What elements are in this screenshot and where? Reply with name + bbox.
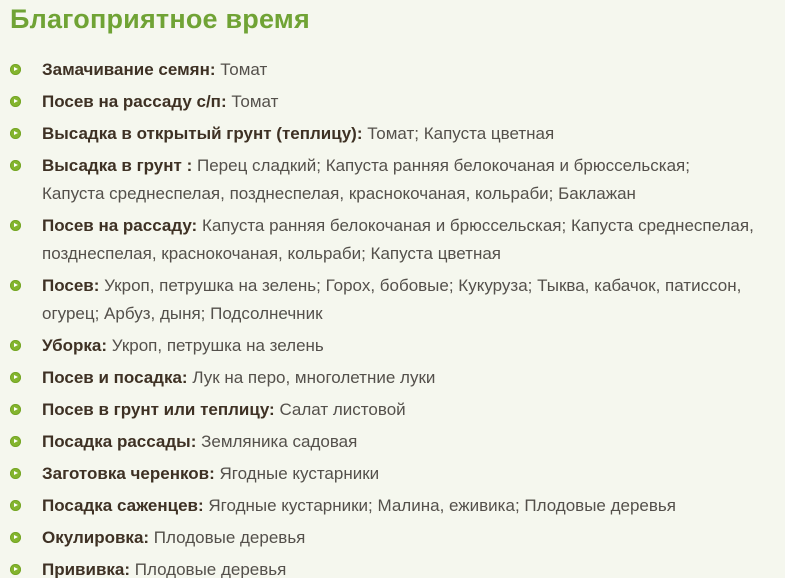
list-item — [10, 492, 757, 520]
item-value: Укроп, петрушка на зелень; Горох, бобовые; Кукуруза; Тыква, кабачок, патиссон, огурец; Арбуз, дыня; Подсолнечник — [42, 276, 742, 323]
item-label: Окулировка: — [42, 528, 150, 547]
favorable-activities-list — [0, 56, 797, 578]
play-triangle-icon — [14, 503, 18, 507]
play-triangle-icon — [14, 567, 18, 571]
list-item — [10, 556, 757, 578]
bullet-icon — [10, 96, 21, 107]
item-label: Посев на рассаду с/п: — [42, 92, 227, 111]
item-value: Салат листовой — [279, 400, 406, 419]
item-value: Капуста ранняя белокочаная и брюссельская; Капуста среднеспелая, позднеспелая, краснокочаная, кольраби; Капуста цветная — [42, 216, 754, 263]
item-value: Ягодные кустарники — [219, 464, 380, 483]
list-item — [10, 460, 757, 488]
play-triangle-icon — [14, 471, 18, 475]
play-triangle-icon — [14, 375, 18, 379]
bullet-icon — [10, 160, 21, 171]
bullet-icon — [10, 128, 21, 139]
item-label: Замачивание семян: — [42, 60, 216, 79]
item-label: Посев: — [42, 276, 100, 295]
item-label: Посев и посадка: — [42, 368, 188, 387]
play-triangle-icon — [14, 283, 18, 287]
item-label: Посадка саженцев: — [42, 496, 204, 515]
list-item — [10, 152, 757, 208]
bullet-icon — [10, 220, 21, 231]
list-item — [10, 272, 757, 328]
item-label: Заготовка черенков: — [42, 464, 215, 483]
list-item — [10, 56, 757, 84]
list-item — [10, 524, 757, 552]
item-value: Земляника садовая — [201, 432, 358, 451]
bullet-icon — [10, 404, 21, 415]
item-label: Посадка рассады: — [42, 432, 197, 451]
item-label: Прививка: — [42, 560, 131, 578]
item-value: Плодовые деревья — [134, 560, 287, 578]
list-item — [10, 88, 757, 116]
play-triangle-icon — [14, 163, 18, 167]
item-value: Ягодные кустарники; Малина, еживика; Плодовые деревья — [208, 496, 676, 515]
item-value: Томат — [220, 60, 268, 79]
play-triangle-icon — [14, 67, 18, 71]
list-item — [10, 428, 757, 456]
play-triangle-icon — [14, 99, 18, 103]
play-triangle-icon — [14, 535, 18, 539]
bullet-icon — [10, 64, 21, 75]
page-title: Благоприятное время — [10, 4, 310, 34]
bullet-icon — [10, 280, 21, 291]
bullet-icon — [10, 436, 21, 447]
bullet-icon — [10, 372, 21, 383]
list-item — [10, 396, 757, 424]
bullet-icon — [10, 340, 21, 351]
play-triangle-icon — [14, 439, 18, 443]
play-triangle-icon — [14, 407, 18, 411]
bullet-icon — [10, 500, 21, 511]
item-value: Укроп, петрушка на зелень — [111, 336, 324, 355]
play-triangle-icon — [14, 223, 18, 227]
play-triangle-icon — [14, 131, 18, 135]
bullet-icon — [10, 468, 21, 479]
item-label: Уборка: — [42, 336, 108, 355]
bullet-icon — [10, 532, 21, 543]
bullet-icon — [10, 564, 21, 575]
item-value: Томат — [231, 92, 279, 111]
list-item — [10, 212, 757, 268]
item-value: Лук на перо, многолетние луки — [192, 368, 436, 387]
play-triangle-icon — [14, 343, 18, 347]
right-edge-strip — [785, 0, 797, 578]
list-item — [10, 364, 757, 392]
list-item — [10, 120, 757, 148]
list-item — [10, 332, 757, 360]
item-value: Томат; Капуста цветная — [367, 124, 555, 143]
item-label: Посев в грунт или теплицу: — [42, 400, 275, 419]
item-value: Плодовые деревья — [153, 528, 306, 547]
item-label: Посев на рассаду: — [42, 216, 198, 235]
item-label: Высадка в грунт : — [42, 156, 193, 175]
item-label: Высадка в открытый грунт (теплицу): — [42, 124, 363, 143]
item-value: Перец сладкий; Капуста ранняя белокочаная и брюссельская; Капуста среднеспелая, позднеспелая, краснокочаная, кольраби; Баклажан — [42, 156, 690, 203]
